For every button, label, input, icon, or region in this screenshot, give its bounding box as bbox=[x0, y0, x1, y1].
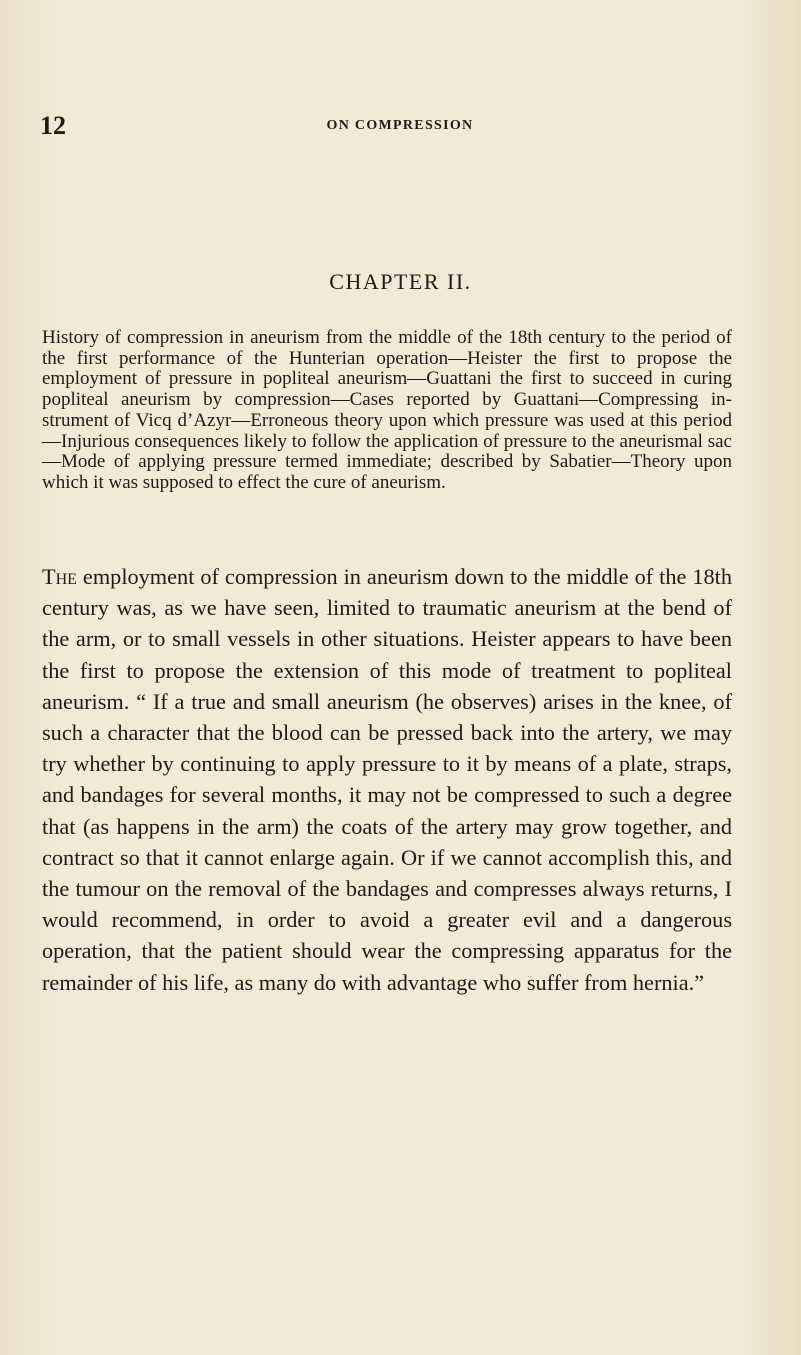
chapter-heading: CHAPTER II. bbox=[329, 269, 472, 294]
paragraph-text: employment of compression in aneurism down to the middle of the 18th century was, as we have seen, limited to traumatic aneurism at the bend of the arm, or to small vessels in other situations. Heister appears to have been the first to propose the extension of this mode of treatment to popliteal aneurism. “ If a true and small aneurism (he observes) arises in the knee, of such a character that the blood can be pressed back into the artery, we may try whether by continuing to apply pressure to it by means of a plate, straps, and bandages for several months, it may not be compressed to such a degree that (as happens in the arm) the coats of the artery may grow together, and contract so that it cannot enlarge again. Or if we cannot accomplish this, and the tumour on the removal of the bandages and compresses always returns, I would recommend, in order to avoid a greater evil and a dangerous operation, that the patient should wear the compressing apparatus for the remainder of his life, as many do with advantage who suffer from hernia.” bbox=[42, 564, 732, 995]
page-number: 12 bbox=[40, 111, 66, 140]
running-head bbox=[40, 112, 760, 140]
body-paragraph bbox=[42, 561, 732, 998]
chapter-synopsis: History of compression in aneurism from the middle of the 18th century to the period of the first performance of the Hunterian operation—Heister the first to propose the employment of pressure in popliteal aneurism—Guattani the first to succeed in curing popliteal aneurism by compression—Cases reported by Guattani—Compressing instrument of Vicq d’Azyr—Erroneous theory upon which pressure was used at this period—Injurious consequences likely to follow the application of pressure to the aneurismal sac—Mode of applying pressure termed immediate; described by Sabatier—Theory upon which it was supposed to effect the cure of aneurism. bbox=[42, 327, 732, 493]
lead-word: The bbox=[42, 564, 77, 589]
running-title: ON COMPRESSION bbox=[326, 118, 474, 133]
